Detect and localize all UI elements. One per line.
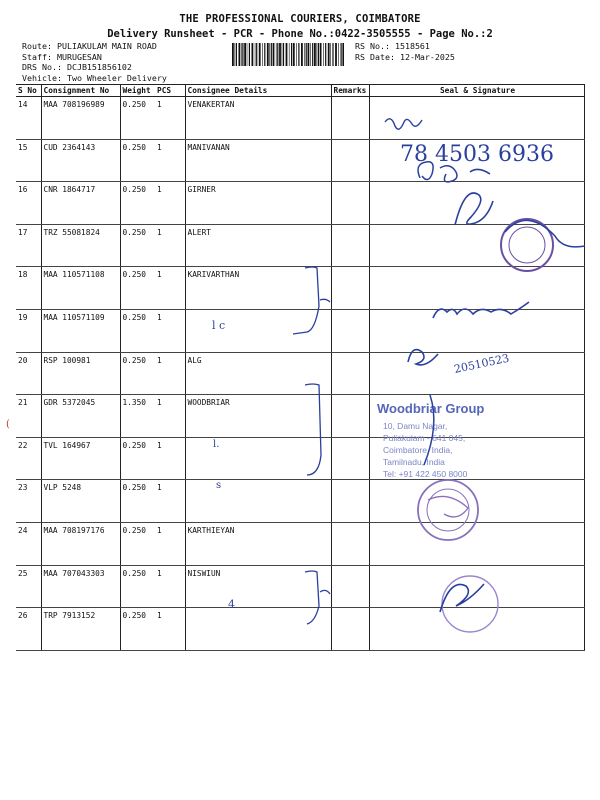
row-consignee: WOODBRIAR [185,395,331,438]
table-row [16,182,584,225]
row-consignee: KARIVARTHAN [185,267,331,310]
row-pcs: 1 [155,352,185,395]
row-weight: 0.250 [120,97,155,140]
row-consignee [185,437,331,480]
row-seal-signature [369,309,584,352]
col-remarks: Remarks [331,85,369,97]
row-remarks [331,395,369,438]
row-consignee [185,608,331,651]
row-weight: 0.250 [120,522,155,565]
rs-date: RS Date: 12-Mar-2025 [355,51,455,62]
row-weight: 0.250 [120,267,155,310]
col-consignee: Consignee Details [185,85,331,97]
row-pcs: 1 [155,139,185,182]
mark-26: 4 [228,598,235,611]
row-consignment-no: GDR 5372045 [41,395,120,438]
route-text: Route: PULIAKULAM MAIN ROAD [22,41,157,51]
row-consignment-no: MAA 708197176 [41,522,120,565]
drs-text: DRS No.: DCJB151856102 [22,62,132,72]
row-seal-signature [369,352,584,395]
row-consignment-no: MAA 110571109 [41,309,120,352]
row-consignee: MANIVANAN [185,139,331,182]
row-weight: 0.250 [120,224,155,267]
row-consignment-no: RSP 100981 [41,352,120,395]
row-pcs: 1 [155,182,185,225]
table-row [16,608,584,651]
row-weight: 0.250 [120,309,155,352]
vehicle-text: Vehicle: Two Wheeler Delivery [22,72,167,83]
row-consignee [185,309,331,352]
row-sno: 22 [16,437,41,480]
col-sno: S No [16,85,41,97]
stamp-line1: 10, Damu Nagar, [383,421,448,431]
row-remarks [331,139,369,182]
row-remarks [331,309,369,352]
row-pcs: 1 [155,309,185,352]
row-weight: 1.350 [120,395,155,438]
table-row [16,565,584,608]
stamp-line4: Tamilnadu, India [383,457,445,467]
margin-mark: ( [6,419,10,430]
row-pcs: 1 [155,395,185,438]
row-sno: 23 [16,480,41,523]
row-pcs: 1 [155,565,185,608]
table-row [16,522,584,565]
row-consignee: ALG [185,352,331,395]
row-pcs: 1 [155,437,185,480]
row-remarks [331,352,369,395]
route-info [22,41,167,83]
row-pcs: 1 [155,97,185,140]
row-consignment-no: MAA 708196989 [41,97,120,140]
table-header-row [16,85,584,97]
stamp-company: Woodbriar Group [377,401,485,416]
row-weight: 0.250 [120,139,155,182]
row-seal-signature [369,97,584,140]
row-remarks [331,182,369,225]
runsheet-subtitle: Delivery Runsheet - PCR - Phone No.:0422-3505555 - Page No.:2 [107,28,493,40]
row-remarks [331,437,369,480]
row-seal-signature [369,395,584,438]
col-weight: Weight [120,85,155,97]
row-weight: 0.250 [120,480,155,523]
row-weight: 0.250 [120,182,155,225]
row-consignee: VENAKERTAN [185,97,331,140]
stamp-line5: Tel: +91 422 450 8000 [383,469,468,479]
row-weight: 0.250 [120,565,155,608]
stamp-line3: Coimbatore, India, [383,445,453,455]
row-sno: 21 [16,395,41,438]
row-remarks [331,608,369,651]
row-consignee: KARTHIEYAN [185,522,331,565]
company-title: THE PROFESSIONAL COURIERS, COIMBATORE [179,13,421,25]
row-seal-signature [369,139,584,182]
date-note: 20510523 [452,351,511,376]
stamp-line2: Puliakulam - 641 045, [383,433,466,443]
table-row [16,224,584,267]
table-row [16,97,584,140]
row-pcs: 1 [155,267,185,310]
row-consignment-no: TVL 164967 [41,437,120,480]
mark-22: l. [213,439,220,450]
row-pcs: 1 [155,522,185,565]
table-row [16,437,584,480]
staff-text: Staff: MURUGESAN [22,51,102,62]
row-consignee: NISWIUN [185,565,331,608]
row-seal-signature [369,437,584,480]
row-seal-signature [369,608,584,651]
row-consignment-no: CNR 1864717 [41,182,120,225]
row-seal-signature [369,522,584,565]
mark-19: l c [212,319,226,332]
row-weight: 0.250 [120,608,155,651]
row-sno: 26 [16,608,41,651]
row-consignment-no: CUD 2364143 [41,139,120,182]
row-pcs: 1 [155,608,185,651]
row-sno: 19 [16,309,41,352]
row-weight: 0.250 [120,437,155,480]
col-seal-signature: Seal & Signature [369,85,584,97]
row-sno: 17 [16,224,41,267]
row-sno: 18 [16,267,41,310]
row-remarks [331,522,369,565]
mark-23: s [216,480,222,491]
table-row [16,480,584,523]
row-remarks [331,565,369,608]
rs-info [355,41,455,62]
row-seal-signature [369,267,584,310]
row-consignment-no: TRZ 55081824 [41,224,120,267]
row-consignment-no: TRP 7913152 [41,608,120,651]
col-consignment: Consignment No [41,85,120,97]
table-row [16,395,584,438]
row-consignment-no: MAA 110571108 [41,267,120,310]
row-consignment-no: MAA 707043303 [41,565,120,608]
row-seal-signature [369,224,584,267]
row-remarks [331,97,369,140]
row-sno: 25 [16,565,41,608]
table-row [16,352,584,395]
table-row [16,309,584,352]
row-sno: 14 [16,97,41,140]
row-consignee: GIRNER [185,182,331,225]
table-row [16,267,584,310]
row-remarks [331,267,369,310]
row-seal-signature [369,480,584,523]
row-remarks [331,224,369,267]
row-sno: 16 [16,182,41,225]
col-pcs: PCS [155,85,185,97]
row-consignment-no: VLP 5248 [41,480,120,523]
row-seal-signature [369,565,584,608]
row-sno: 24 [16,522,41,565]
runsheet-table [16,84,585,651]
row-pcs: 1 [155,224,185,267]
row-seal-signature [369,182,584,225]
phone-note: 78 4503 6936 [400,142,554,167]
rs-number: RS No.: 1518561 [355,41,430,51]
barcode-image [232,43,344,66]
row-remarks [331,480,369,523]
row-sno: 20 [16,352,41,395]
table-row [16,139,584,182]
row-consignee [185,480,331,523]
row-weight: 0.250 [120,352,155,395]
row-pcs: 1 [155,480,185,523]
row-consignee: ALERT [185,224,331,267]
row-sno: 15 [16,139,41,182]
